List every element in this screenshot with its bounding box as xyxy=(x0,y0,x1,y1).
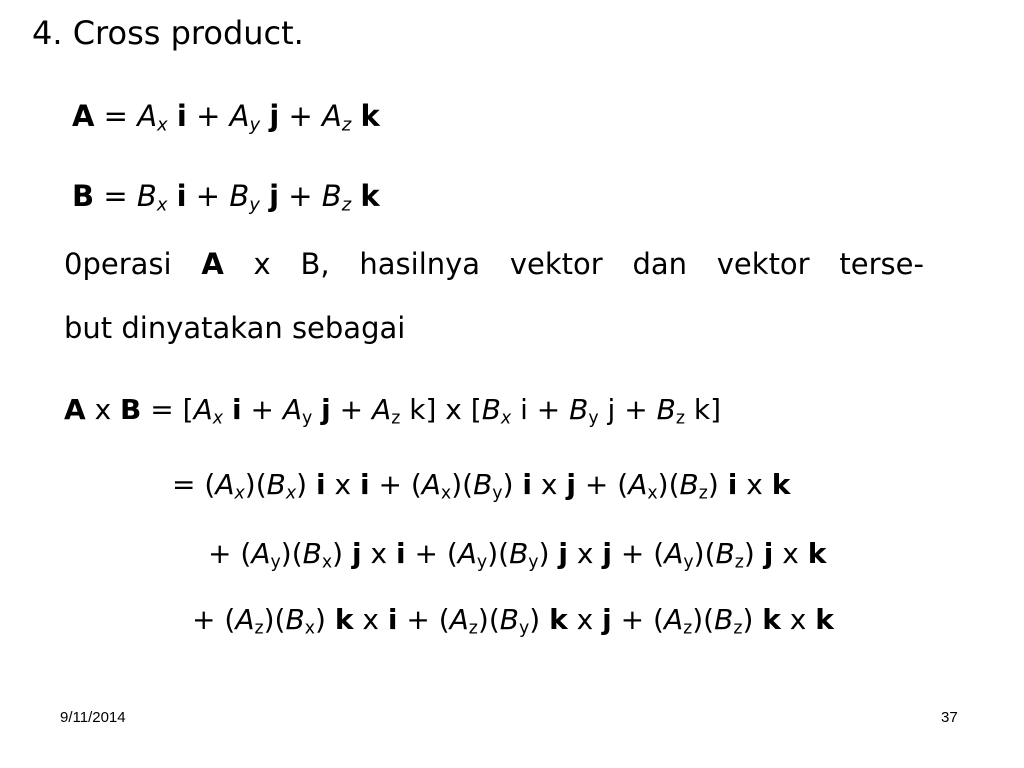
description-line-2: but dinyatakan sebagai xyxy=(64,311,406,345)
description-line-1: 0perasi A x B, hasilnya vektor dan vektor terse- xyxy=(64,247,924,281)
expansion-row-ay: + $(A_y)(B_x)$ j x $i + (A_y)(B_y)$ j x $j + (A_y)(B_z)$ j x k xyxy=(208,537,827,573)
vector-b-definition: $B = B_x$ $i + B_y$ $j + B_z$ k xyxy=(72,179,380,216)
expansion-row-az: + $(A_z)(B_x)$ k x $i + (A_z)(B_y)$ k x $j + (A_z)(B_z)$ k x k xyxy=(192,603,834,639)
slide-title: 4. Cross product. xyxy=(32,14,304,52)
vector-a-definition: $A = A_x$ $i + A_y$ $j + A_z$ k xyxy=(72,99,380,136)
page-number: 37 xyxy=(941,709,958,726)
cross-product-expansion: A x $B = [A_x$ $i + A_y$ $j + A_z$ k] x [$B_x$ $i + B_y$ $j + B_z$ k] xyxy=(64,393,721,429)
expansion-row-ax: = $(A_x)(B_x)$ i x $i + (A_x)(B_y)$ i x $j + (A_x)(B_z)$ i x k xyxy=(172,468,791,504)
footer-date: 9/11/2014 xyxy=(60,709,126,726)
